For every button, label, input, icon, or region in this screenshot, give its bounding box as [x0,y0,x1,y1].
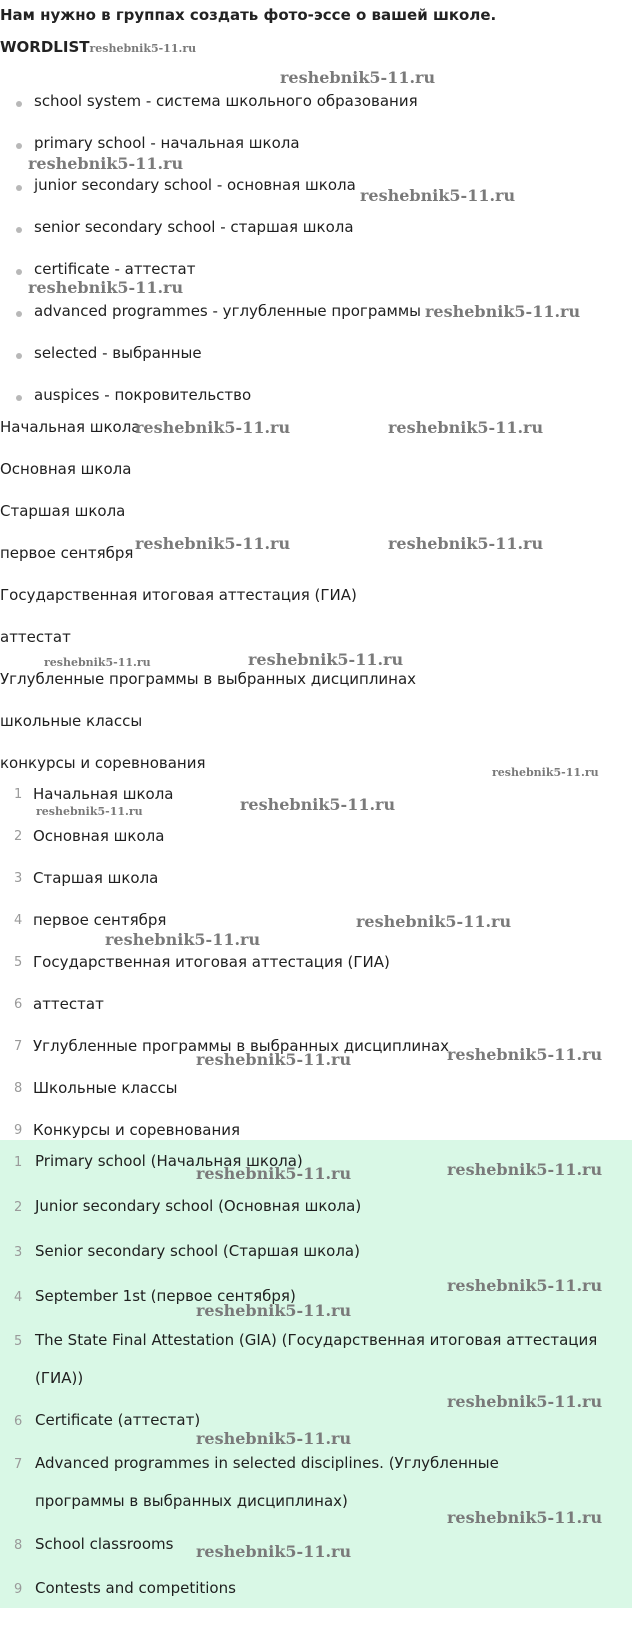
list-number: 8 [14,1081,23,1096]
list-item: Начальная школа [33,785,174,803]
bullet-icon [16,353,22,359]
watermark: reshebnik5-11.ru [447,1392,603,1411]
list-number: 5 [14,1334,23,1349]
list-number: 6 [14,1414,23,1429]
bullet-icon [16,143,22,149]
list-item: Конкурсы и соревнования [33,1121,241,1139]
bullet-icon [16,185,22,191]
answer-item: Senior secondary school (Старшая школа) [35,1242,360,1260]
answer-item: September 1st (первое сентября) [35,1287,296,1305]
watermark: reshebnik5-11.ru [196,1429,352,1448]
watermark: reshebnik5-11.ru [388,418,544,437]
list-number: 3 [14,871,23,886]
bullet-icon [16,227,22,233]
list-item: senior secondary school - старшая школа [34,218,354,236]
list-number: 1 [14,1155,23,1170]
list-item: auspices - покровительство [34,386,252,404]
list-item: junior secondary school - основная школа [34,176,356,194]
wordlist-label: WORDLIST [0,38,90,56]
answer-item: Contests and competitions [35,1579,236,1597]
list-item: Углубленные программы в выбранных дисциплинах [33,1037,450,1055]
answer-item: Certificate (аттестат) [35,1411,201,1429]
watermark: reshebnik5-11.ru [447,1276,603,1295]
phrase: Начальная школа [0,418,141,436]
watermark: reshebnik5-11.ru [240,795,396,814]
watermark: reshebnik5-11.ru [360,186,516,205]
watermark: reshebnik5-11.ru [447,1508,603,1527]
list-number: 7 [14,1039,23,1054]
list-item: primary school - начальная школа [34,134,300,152]
watermark: reshebnik5-11.ru [36,805,143,818]
answer-item: Advanced programmes in selected disciplines. (Углубленные [35,1454,499,1472]
answer-item: Primary school (Начальная школа) [35,1152,303,1170]
list-item: certificate - аттестат [34,260,196,278]
watermark: reshebnik5-11.ru [196,1164,352,1183]
list-number: 3 [14,1245,23,1260]
page-title: Нам нужно в группах создать фото-эссе о вашей школе. [0,6,497,24]
bullet-icon [16,311,22,317]
watermark: reshebnik5-11.ru [44,656,151,669]
list-number: 2 [14,1200,23,1215]
watermark: reshebnik5-11.ru [280,68,436,87]
watermark: reshebnik5-11.ru [447,1045,603,1064]
answer-item-cont: (ГИА)) [35,1369,84,1387]
watermark: reshebnik5-11.ru [28,278,184,297]
watermark: reshebnik5-11.ru [89,42,197,55]
watermark: reshebnik5-11.ru [28,154,184,173]
watermark: reshebnik5-11.ru [105,930,261,949]
answer-item-cont: программы в выбранных дисциплинах) [35,1492,348,1510]
phrase: Государственная итоговая аттестация (ГИА) [0,586,357,604]
list-number: 4 [14,913,23,928]
watermark: reshebnik5-11.ru [196,1050,352,1069]
list-number: 1 [14,787,23,802]
bullet-icon [16,269,22,275]
list-number: 6 [14,997,23,1012]
list-number: 9 [14,1123,23,1138]
list-item: аттестат [33,995,104,1013]
answer-item: Junior secondary school (Основная школа) [35,1197,362,1215]
list-number: 8 [14,1538,23,1553]
list-item: Государственная итоговая аттестация (ГИА) [33,953,390,971]
list-item: Старшая школа [33,869,159,887]
list-item: Основная школа [33,827,165,845]
list-item: school system - система школьного образования [34,92,418,110]
list-item: advanced programmes - углубленные программы [34,302,422,320]
answer-item: The State Final Attestation (GIA) (Государственная итоговая аттестация [35,1331,598,1349]
wordlist-heading [0,38,196,56]
watermark: reshebnik5-11.ru [447,1160,603,1179]
watermark: reshebnik5-11.ru [135,534,291,553]
phrase: Старшая школа [0,502,126,520]
watermark: reshebnik5-11.ru [135,418,291,437]
list-number: 5 [14,955,23,970]
watermark: reshebnik5-11.ru [425,302,581,321]
watermark: reshebnik5-11.ru [196,1542,352,1561]
phrase: Углубленные программы в выбранных дисциплинах [0,670,417,688]
phrase: Основная школа [0,460,132,478]
answer-item: School classrooms [35,1535,174,1553]
list-number: 7 [14,1457,23,1472]
list-item: selected - выбранные [34,344,202,362]
list-item: Школьные классы [33,1079,178,1097]
watermark: reshebnik5-11.ru [196,1301,352,1320]
list-number: 9 [14,1582,23,1597]
list-item: первое сентября [33,911,167,929]
watermark: reshebnik5-11.ru [492,766,599,779]
phrase: школьные классы [0,712,143,730]
watermark: reshebnik5-11.ru [356,912,512,931]
phrase: конкурсы и соревнования [0,754,206,772]
list-number: 2 [14,829,23,844]
bullet-icon [16,395,22,401]
list-number: 4 [14,1290,23,1305]
phrase: аттестат [0,628,71,646]
watermark: reshebnik5-11.ru [388,534,544,553]
phrase: первое сентября [0,544,134,562]
watermark: reshebnik5-11.ru [248,650,404,669]
bullet-icon [16,101,22,107]
